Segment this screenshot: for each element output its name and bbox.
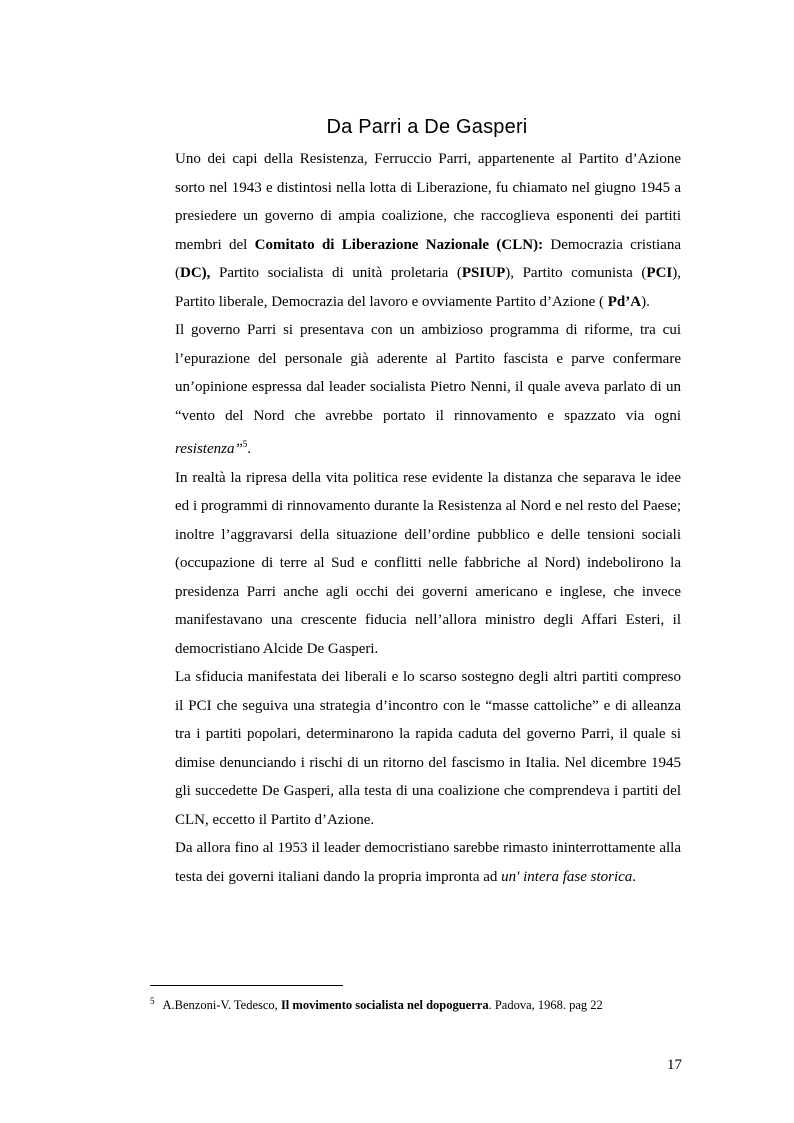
paragraph-4: La sfiducia manifestata dei liberali e lo scarso sostegno degli altri partiti compreso il PCI che seguiva una strategia d’incontro con le “masse cattoliche” e di alleanza tra i partiti popolari, determinarono la rapida caduta del governo Parri, il quale si dimise denunciando i rischi di un ritorno del fascismo in Italia. Nel dicembre 1945 gli succedette De Gasperi, alla testa di una coalizione che comprendeva i partiti del CLN, eccetto il Partito d’Azione. [175, 669, 681, 828]
body-text [175, 145, 681, 891]
footnote-divider [150, 985, 343, 986]
paragraph-2: Il governo Parri si presentava con un ambizioso programma di riforme, tra cui l’epurazione del personale già aderente al Partito fascista e parve confermare un’opinione espressa dal leader socialista Pietro Nenni, il quale aveva parlato di un “vento del Nord che avrebbe portato il rinnovamento e spazzato via ogni resistenza”$^5$. [175, 322, 681, 457]
paragraph-1: Uno dei capi della Resistenza, Ferruccio Parri, appartenente al Partito d’Azione sorto nel 1943 e distintosi nella lotta di Liberazione, fu chiamato nel giugno 1945 a presiedere un governo di ampia coalizione, che raccoglieva esponenti dei partiti membri del Comitato di Liberazione Nazionale (CLN): Democrazia cristiana (DC), Partito socialista di unità proletaria (PSIUP), Partito comunista (PCI), Partito liberale, Democrazia del lavoro e ovviamente Partito d’Azione ( Pd’A). [175, 151, 681, 310]
footnote: $^5$ A.Benzoni-V. Tedesco, Il movimento socialista nel dopoguerra. Padova, 1968. pag 22 [150, 996, 603, 1013]
paragraph-5: Da allora fino al 1953 il leader democristiano sarebbe rimasto ininterrottamente alla testa dei governi italiani dando la propria impronta ad un' intera fase storica. [175, 840, 681, 885]
page-title: Da Parri a De Gasperi [326, 116, 528, 138]
footnote-reference: 5 [242, 439, 248, 449]
page-number: 17 [667, 1057, 682, 1073]
footnote-number: 5 [150, 996, 155, 1006]
paragraph-3: In realtà la ripresa della vita politica rese evidente la distanza che separava le idee ed i programmi di rinnovamento durante la Resistenza al Nord e nel resto del Paese; inoltre l’aggravarsi della situazione dell’ordine pubblico e delle tensioni sociali (occupazione di terre al Sud e conflitti nelle fabbriche al Nord) indebolirono la presidenza Parri anche agli occhi dei governi americano e inglese, che invece manifestavano una crescente fiducia nell’allora ministro degli Affari Esteri, il democristiano Alcide De Gasperi. [175, 469, 681, 657]
footnote-book-title: Il movimento socialista nel dopoguerra [280, 998, 489, 1013]
